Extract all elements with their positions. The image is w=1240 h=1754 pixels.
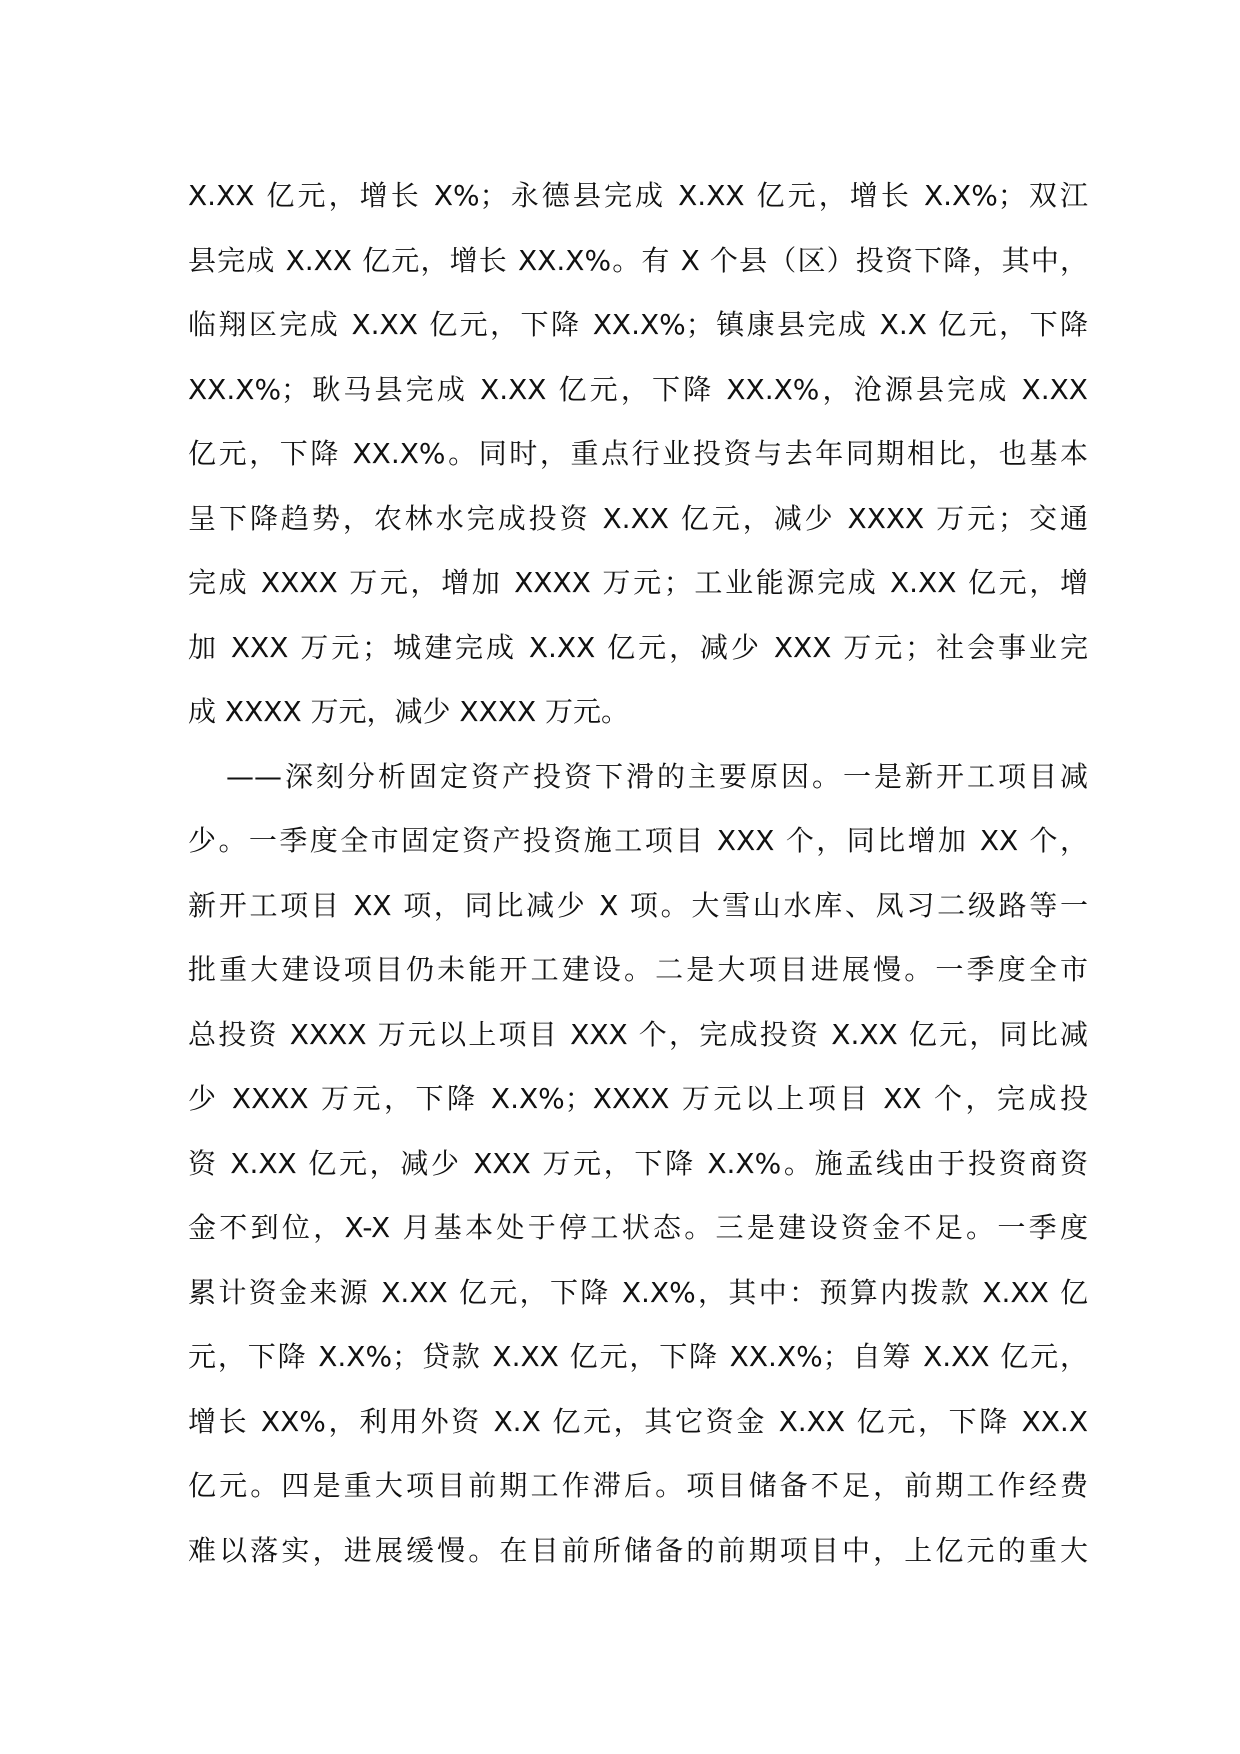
text-line: X.XX 亿元，增长 X%；永德县完成 X.XX 亿元，增长 X.X%；双江 <box>188 179 1088 212</box>
text-line: 增长 XX%，利用外资 X.X 亿元，其它资金 X.XX 亿元，下降 XX.X <box>188 1404 1088 1438</box>
text-line: 亿元。四是重大项目前期工作滞后。项目储备不足，前期工作经费 <box>188 1469 1088 1502</box>
text-line: 加 XXX 万元；城建完成 X.XX 亿元，减少 XXX 万元；社会事业完 <box>188 630 1088 664</box>
text-line: 新开工项目 XX 项，同比减少 X 项。大雪山水库、凤习二级路等一 <box>188 888 1088 922</box>
text-line: 呈下降趋势，农林水完成投资 X.XX 亿元，减少 XXXX 万元；交通 <box>188 501 1088 535</box>
text-line: 成 XXXX 万元，减少 XXXX 万元。 <box>188 695 630 728</box>
text-line: 资 X.XX 亿元，减少 XXX 万元，下降 X.X%。施孟线由于投资商资 <box>188 1146 1088 1180</box>
text-line: 亿元，下降 XX.X%。同时，重点行业投资与去年同期相比，也基本 <box>188 437 1088 470</box>
text-line: 完成 XXXX 万元，增加 XXXX 万元；工业能源完成 X.XX 亿元，增 <box>188 566 1088 599</box>
text-line: XX.X%；耿马县完成 X.XX 亿元，下降 XX.X%，沧源县完成 X.XX <box>188 372 1088 406</box>
text-line: 金不到位，X-X 月基本处于停工状态。三是建设资金不足。一季度 <box>188 1211 1088 1244</box>
text-line: 总投资 XXXX 万元以上项目 XXX 个，完成投资 X.XX 亿元，同比减 <box>188 1017 1088 1051</box>
text-line: 临翔区完成 X.XX 亿元，下降 XX.X%；镇康县完成 X.X 亿元，下降 <box>188 308 1088 341</box>
text-line: 元，下降 X.X%；贷款 X.XX 亿元，下降 XX.X%；自筹 X.XX 亿元， <box>188 1340 1088 1373</box>
text-line: 难以落实，进展缓慢。在目前所储备的前期项目中，上亿元的重大 <box>188 1533 1088 1567</box>
text-line: 少。一季度全市固定资产投资施工项目 XXX 个，同比增加 XX 个， <box>188 824 1088 857</box>
text-line: 少 XXXX 万元，下降 X.X%；XXXX 万元以上项目 XX 个，完成投 <box>188 1082 1088 1115</box>
text-line: 累计资金来源 X.XX 亿元，下降 X.X%，其中：预算内拨款 X.XX 亿 <box>188 1275 1088 1309</box>
text-line: 批重大建设项目仍未能开工建设。二是大项目进展慢。一季度全市 <box>188 953 1088 986</box>
text-line: ——深刻分析固定资产投资下滑的主要原因。一是新开工项目减 <box>226 759 1088 793</box>
document-body <box>188 164 1088 1583</box>
text-line: 县完成 X.XX 亿元，增长 XX.X%。有 X 个县（区）投资下降，其中， <box>188 243 1088 277</box>
